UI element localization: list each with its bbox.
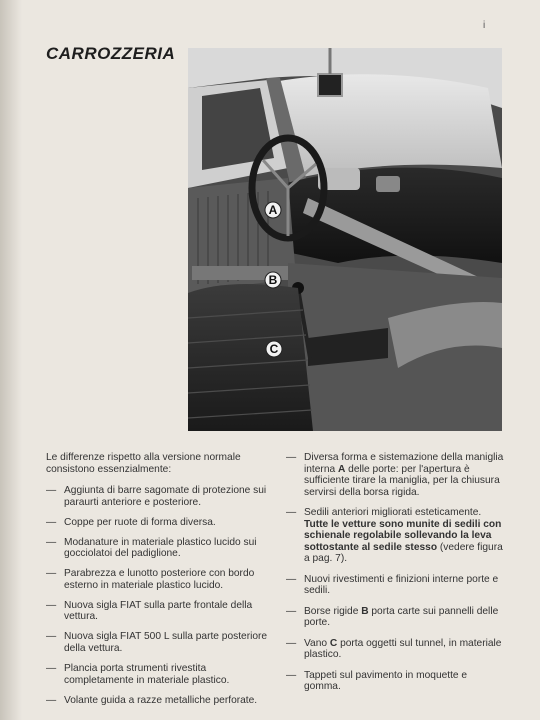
corner-mark: i: [483, 20, 486, 31]
list-item: — Sedili anteriori migliorati esteticamente. Tutte le vetture sono munite di sedili con schienale regolabile sollevando la leva sottostante al sedile stesso (vedere figura a pag. 7).: [286, 507, 506, 565]
list-item: — Parabrezza e lunotto posteriore con bordo esterno in materiale plastico lucido.: [46, 568, 272, 591]
list-item: — Nuova sigla FIAT 500 L sulla parte posteriore della vettura.: [46, 631, 272, 654]
interior-photo: [188, 48, 502, 431]
callout-c: [266, 341, 282, 357]
list-item: — Borse rigide B porta carte sui pannelli delle porte.: [286, 606, 506, 629]
right-column: [286, 452, 506, 702]
list-item: — Modanature in materiale plastico lucido sui gocciolatoi del padiglione.: [46, 537, 272, 560]
svg-text:B: B: [268, 273, 278, 287]
right-list: [286, 452, 506, 693]
callout-a: [265, 202, 281, 218]
list-item: — Plancia porta strumenti rivestita completamente in materiale plastico.: [46, 663, 272, 686]
page-title: CARROZZERIA: [46, 44, 176, 63]
list-item: — Aggiunta di barre sagomate di protezione sui paraurti anteriore e posteriore.: [46, 485, 272, 508]
list-item: — Nuova sigla FIAT sulla parte frontale della vettura.: [46, 600, 272, 623]
svg-text:C: C: [269, 342, 279, 356]
list-item: — Nuovi rivestimenti e finizioni interne porte e sedili.: [286, 574, 506, 597]
svg-text:A: A: [268, 203, 278, 217]
list-item: — Vano C porta oggetti sul tunnel, in materiale plastico.: [286, 638, 506, 661]
left-list: [46, 485, 272, 706]
page-edge-shadow: [0, 0, 22, 720]
list-item: — Diversa forma e sistemazione della maniglia interna A delle porte: per l'apertura è sufficiente tirare la maniglia, per la chiusura servirsi della borsa rigida.: [286, 452, 506, 498]
intro-text: Le differenze rispetto alla versione normale consistono essenzialmente:: [46, 452, 241, 475]
callout-b: [265, 272, 281, 288]
list-item: — Coppe per ruote di forma diversa.: [46, 517, 272, 529]
list-item: — Volante guida a razze metalliche perforate.: [46, 695, 272, 707]
left-column: [46, 452, 272, 715]
list-item: — Tappeti sul pavimento in moquette e gomma.: [286, 670, 506, 693]
